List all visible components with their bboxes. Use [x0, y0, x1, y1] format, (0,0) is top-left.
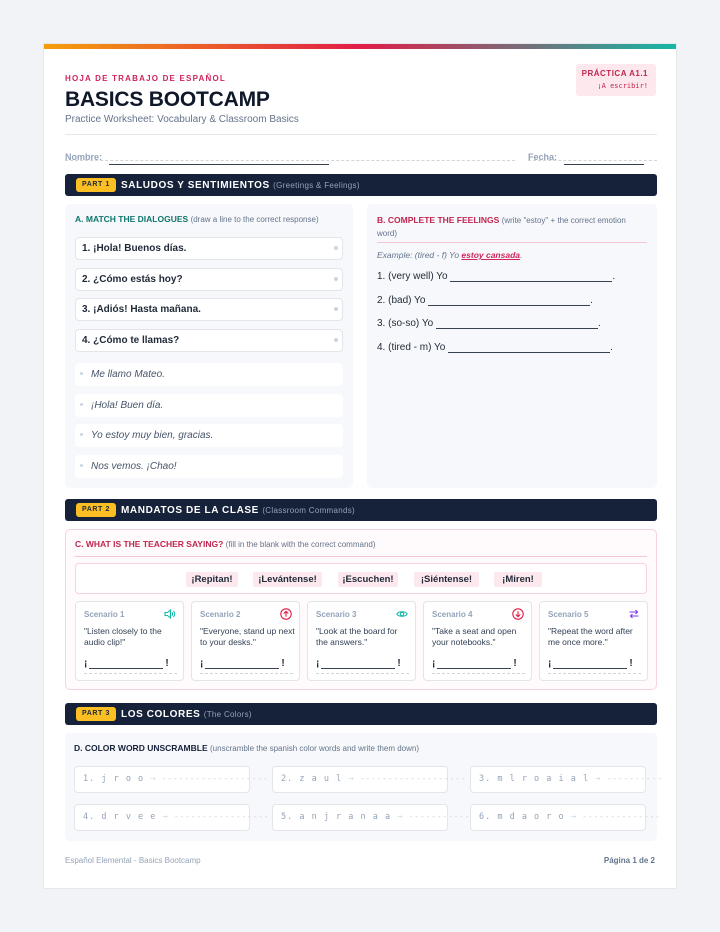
arrow-right-icon: →: [162, 812, 168, 822]
dialogue-response-text: ¡Hola! Buen día.: [91, 400, 164, 411]
answer-dashes[interactable]: -----------------: [173, 812, 270, 822]
connector-dot[interactable]: [334, 277, 338, 281]
scenario-text: "Repeat the word after me once more.": [548, 626, 633, 647]
part-2-subtitle: (Classroom Commands): [262, 506, 356, 515]
page-title: BASICS BOOTCAMP: [65, 88, 270, 111]
scenario-label: Scenario 1: [84, 610, 125, 619]
scenario-card: [423, 601, 532, 681]
scenario-answer-line[interactable]: [205, 660, 279, 669]
scenario-label: Scenario 3: [316, 610, 357, 619]
date-label: Fecha:: [528, 152, 558, 162]
scenario-answer: [432, 658, 517, 669]
dialogue-response[interactable]: [75, 455, 343, 478]
badge-subtitle: ¡A escribir!: [597, 82, 648, 90]
date-input-line[interactable]: [564, 156, 644, 165]
answer-dashes[interactable]: -----------: [408, 812, 471, 822]
dialogue-prompt[interactable]: [75, 237, 343, 260]
scenario-card: [75, 601, 184, 681]
section-d-title: D. COLOR WORD UNSCRAMBLE: [74, 743, 208, 753]
part-1-header: [65, 174, 657, 196]
feelings-example: [377, 250, 522, 260]
section-a-heading: [75, 214, 319, 224]
scenario-answer-line[interactable]: [553, 660, 627, 669]
repeat-icon: [628, 608, 640, 620]
arrow-right-icon: →: [595, 774, 601, 784]
arrow-right-icon: →: [150, 774, 156, 784]
scenario-label: Scenario 5: [548, 610, 589, 619]
open-exclamation: ¡: [548, 658, 552, 669]
speaker-icon: [164, 608, 176, 620]
scrambled-word: 5. a n j r a n a a: [281, 812, 392, 822]
feeling-answer-line[interactable]: [436, 320, 598, 329]
example-answer: estoy cansada: [461, 250, 520, 260]
section-c-hint: (fill in the blank with the correct command): [225, 540, 376, 549]
level-badge: [576, 64, 656, 96]
footer-course-name: Español Elemental - Basics Bootcamp: [65, 856, 201, 865]
eye-icon: [396, 608, 408, 620]
close-exclamation: !: [281, 658, 285, 669]
section-d-hint: (unscramble the spanish color words and write them down): [210, 744, 419, 753]
part-2-tag: PART 2: [76, 503, 116, 517]
connector-dot[interactable]: [80, 464, 83, 467]
scenario-card: [307, 601, 416, 681]
close-exclamation: !: [629, 658, 633, 669]
connector-dot[interactable]: [334, 338, 338, 342]
scrambled-word: 2. z a u l: [281, 774, 343, 784]
dialogue-response-text: Me llamo Mateo.: [91, 369, 165, 380]
part-2-title: MANDATOS DE LA CLASE: [121, 505, 259, 516]
example-prefix: Example: (tired - f) Yo: [377, 250, 462, 260]
part-3-title: LOS COLORES: [121, 709, 201, 720]
dialogue-prompt[interactable]: [75, 329, 343, 352]
close-exclamation: !: [165, 658, 169, 669]
scenario-answer-line[interactable]: [89, 660, 163, 669]
part-2-header: [65, 499, 657, 521]
unscramble-item[interactable]: [74, 766, 269, 793]
arrow-up-icon: [280, 608, 292, 620]
connector-dot[interactable]: [80, 372, 83, 375]
scenario-answer: [200, 658, 285, 669]
open-exclamation: ¡: [200, 658, 204, 669]
scenario-text: "Everyone, stand up next to your desks.": [200, 626, 295, 647]
section-b-title: B. COMPLETE THE FEELINGS: [377, 215, 500, 225]
scenario-answer: [548, 658, 633, 669]
connector-dot[interactable]: [80, 403, 83, 406]
command-word-bank: [75, 563, 647, 594]
command-chip: ¡Repitan!: [186, 572, 238, 587]
command-chip: ¡Siéntense!: [414, 572, 479, 587]
command-chip: ¡Miren!: [494, 572, 542, 587]
open-exclamation: ¡: [432, 658, 436, 669]
section-c-panel: [65, 529, 657, 690]
dialogue-prompt[interactable]: [75, 268, 343, 291]
page-subtitle: Practice Worksheet: Vocabulary & Classroom Basics: [65, 114, 299, 125]
part-3-tag: PART 3: [76, 707, 116, 721]
unscramble-item[interactable]: [74, 804, 270, 831]
worksheet-page: [43, 43, 677, 889]
unscramble-item[interactable]: [470, 766, 663, 793]
arrow-right-icon: →: [570, 812, 576, 822]
section-a-title: A. MATCH THE DIALOGUES: [75, 214, 189, 224]
feeling-item-text: 1. (very well) Yo: [377, 271, 448, 282]
answer-dashes[interactable]: -------------------: [359, 774, 467, 784]
close-exclamation: !: [397, 658, 401, 669]
example-suffix: .: [520, 250, 523, 260]
dialogue-prompt[interactable]: [75, 298, 343, 321]
scenario-answer-line[interactable]: [321, 660, 395, 669]
section-c-title: C. WHAT IS THE TEACHER SAYING?: [75, 539, 224, 549]
name-label: Nombre:: [65, 152, 103, 162]
dialogue-response-text: Nos vemos. ¡Chao!: [91, 461, 177, 472]
header-divider: [65, 134, 657, 135]
feeling-item-text: 4. (tired - m) Yo: [377, 342, 446, 353]
scenario-card: [539, 601, 648, 681]
dialogue-prompt-text: 3. ¡Adiós! Hasta mañana.: [82, 304, 201, 315]
feeling-item: 1. (very well) Yo .: [377, 271, 616, 282]
dialogue-response[interactable]: [75, 424, 343, 447]
date-field-row: [528, 147, 657, 161]
unscramble-item[interactable]: [272, 804, 471, 831]
section-a-panel: [65, 204, 353, 488]
command-chip: ¡Escuchen!: [338, 572, 398, 587]
arrow-right-icon: →: [348, 774, 354, 784]
connector-dot[interactable]: [334, 307, 338, 311]
answer-dashes[interactable]: -------------------: [161, 774, 269, 784]
connector-dot[interactable]: [334, 246, 338, 250]
feeling-item-text: 2. (bad) Yo: [377, 295, 426, 306]
section-b-panel: [367, 204, 657, 488]
feeling-answer-line[interactable]: [428, 297, 590, 306]
scenario-text: "Listen closely to the audio clip!": [84, 626, 162, 647]
footer-page-number: Página 1 de 2: [603, 856, 655, 865]
dialogue-response[interactable]: [75, 394, 343, 417]
dashed-rule: [432, 673, 525, 674]
arrow-down-icon: [512, 608, 524, 620]
section-c-divider: [75, 556, 647, 557]
feeling-item: 2. (bad) Yo .: [377, 295, 593, 306]
scrambled-word: 3. m l r o a i a l: [479, 774, 590, 784]
section-c-heading: [75, 539, 376, 549]
part-1-tag: PART 1: [76, 178, 116, 192]
scenario-answer: [316, 658, 401, 669]
scrambled-word: 1. j r o o: [83, 774, 145, 784]
name-field-row: [65, 147, 515, 161]
section-b-hint: (write "estoy" + the correct emotion word): [377, 216, 626, 238]
answer-dashes[interactable]: ----------: [606, 774, 663, 784]
dashed-rule: [548, 673, 641, 674]
scenario-text: "Look at the board for the answers.": [316, 626, 398, 647]
part-3-subtitle: (The Colors): [203, 710, 252, 719]
dialogue-prompt-text: 2. ¿Cómo estás hoy?: [82, 274, 183, 285]
part-1-subtitle: (Greetings & Feelings): [273, 181, 360, 190]
command-chip: ¡Levántense!: [253, 572, 322, 587]
badge-title: PRÁCTICA A1.1: [581, 69, 648, 78]
scenario-card: [191, 601, 300, 681]
worksheet-kicker: HOJA DE TRABAJO DE ESPAÑOL: [65, 74, 226, 83]
section-d-panel: [65, 733, 663, 841]
gradient-top-bar: [44, 44, 676, 49]
scrambled-word: 6. m d a o r o: [479, 812, 565, 822]
unscramble-item[interactable]: [470, 804, 661, 831]
part-1-title: SALUDOS Y SENTIMIENTOS: [121, 180, 270, 191]
name-input-line[interactable]: [109, 156, 329, 165]
dashed-rule: [200, 673, 293, 674]
dialogue-response-text: Yo estoy muy bien, gracias.: [91, 430, 214, 441]
unscramble-item[interactable]: [272, 766, 467, 793]
open-exclamation: ¡: [316, 658, 320, 669]
open-exclamation: ¡: [84, 658, 88, 669]
scenario-answer: [84, 658, 169, 669]
dashed-rule: [316, 673, 409, 674]
part-3-header: [65, 703, 657, 725]
scenario-label: Scenario 4: [432, 610, 473, 619]
scenario-text: "Take a seat and open your notebooks.": [432, 626, 517, 647]
feeling-item: 4. (tired - m) Yo .: [377, 342, 613, 353]
feeling-answer-line[interactable]: [450, 273, 612, 282]
dashed-rule: [84, 673, 177, 674]
scenario-label: Scenario 2: [200, 610, 241, 619]
dialogue-response[interactable]: [75, 363, 343, 386]
scrambled-word: 4. d r v e e: [83, 812, 157, 822]
dialogue-prompt-text: 4. ¿Cómo te llamas?: [82, 335, 180, 346]
close-exclamation: !: [513, 658, 517, 669]
dialogue-prompt-text: 1. ¡Hola! Buenos días.: [82, 243, 187, 254]
section-b-heading: [377, 214, 645, 240]
feeling-answer-line[interactable]: [448, 344, 610, 353]
scenario-answer-line[interactable]: [437, 660, 511, 669]
arrow-right-icon: →: [397, 812, 403, 822]
answer-dashes[interactable]: --------------: [582, 812, 661, 822]
section-d-heading: [74, 743, 419, 753]
feeling-item: 3. (so-so) Yo .: [377, 318, 601, 329]
feeling-item-text: 3. (so-so) Yo: [377, 318, 434, 329]
section-b-divider: [377, 242, 647, 243]
section-a-hint: (draw a line to the correct response): [190, 215, 319, 224]
connector-dot[interactable]: [80, 433, 83, 436]
